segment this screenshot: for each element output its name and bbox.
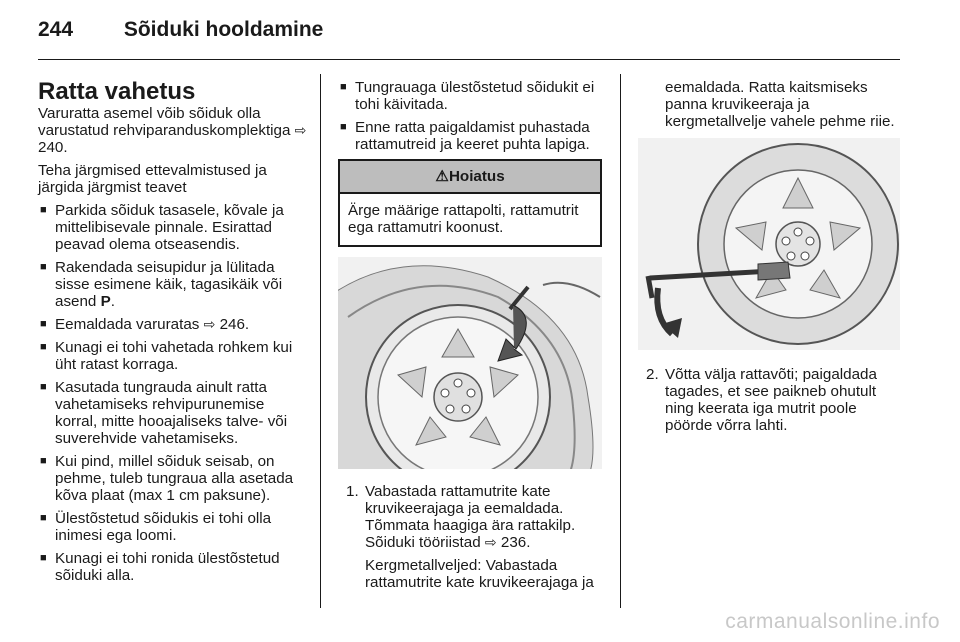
steps-list (338, 483, 602, 591)
column-2 (338, 79, 602, 597)
list-item: ■ Tungrauaga ülestõstetud sõidukit ei tohi käivitada. (338, 79, 602, 113)
list-item: ■ Kasutada tungrauda ainult ratta vahetamiseks rehvipurunemise korral, mitte hooajaliseks talve- või suverehvide vahetamiseks. (38, 379, 310, 447)
page-reference-arrow-icon: ⇨ (484, 534, 497, 550)
list-item: 1. Vabastada rattamutrite kate kruvikeerajaga ja eemaldada. Tõmmata haagiga ära rattakilp. Sõiduki tööriistad ⇨ 236. Kergmetallveljed: Vabastada rattamutrite kate kruvikeerajaga ja (346, 483, 594, 591)
page-reference-arrow-icon: ⇨ (294, 122, 307, 138)
column-3 (638, 79, 900, 434)
intro-paragraph-b: Teha järgmised ettevalmistused ja järgida järgmist teavet (38, 162, 267, 196)
hubcap-removal-figure (338, 257, 602, 469)
list-item: ■ Kui pind, millel sõiduk seisab, on pehme, tuleb tungraua alla asetada kõva plaat (max 1 cm paksune). (38, 453, 310, 504)
page-reference-arrow-icon: ⇨ (203, 316, 216, 332)
warning-triangle-icon: ⚠ (435, 168, 449, 185)
column-divider-1 (320, 74, 321, 608)
warning-text: Ärge määrige rattapolti, rattamutrit ega rattamutri koonust. (348, 202, 579, 236)
intro-reference: 240. (38, 139, 68, 156)
list-item: ■ Ülestõstetud sõidukis ei tohi olla inimesi ega loomi. (38, 510, 310, 544)
intro-paragraph-a: Varuratta asemel võib sõiduk olla varustatud rehviparanduskomplektiga ⇨ 240. (38, 105, 307, 156)
list-item: ■ Kunagi ei tohi ronida ülestõstetud sõiduki alla. (38, 550, 310, 584)
precautions-list-continued (338, 79, 602, 153)
warning-header (340, 161, 600, 194)
watermark: carmanualsonline.info (725, 610, 940, 633)
list-item: ■ Kunagi ei tohi vahetada rohkem kui üht ratast korraga. (38, 339, 310, 373)
list-item: ■ Eemaldada varuratas ⇨ 246. (38, 316, 310, 333)
section-title: Ratta vahetus (38, 78, 196, 105)
steps-list-continued (638, 366, 900, 434)
page-header (38, 18, 323, 42)
warning-box (338, 159, 602, 247)
list-item: ■ Parkida sõiduk tasasele, kõvale ja mittelibisevale pinnale. Esirattad peavad olema otseasendis. (38, 202, 310, 253)
precautions-list (38, 202, 310, 584)
list-item: ■ Enne ratta paigaldamist puhastada rattamutreid ja keeret puhta lapiga. (338, 119, 602, 153)
chapter-title: Sõiduki hooldamine (123, 18, 324, 41)
list-item: ■ Rakendada seisupidur ja lülitada sisse esimene käik, tagasikäik või asend P. (38, 259, 310, 310)
list-item: 2. Võtta välja rattavõti; paigaldada tagades, et see paikneb ohutult ning keerata iga mutrit poole pöörde võrra lahti. (646, 366, 877, 434)
column-divider-2 (620, 74, 621, 608)
column-1 (38, 79, 310, 590)
wheel-wrench-figure (638, 138, 900, 350)
warning-title: Hoiatus (448, 168, 505, 185)
page-number: 244 (38, 18, 74, 41)
hubcap-removal-illustration (338, 257, 602, 469)
continuation-paragraph: eemaldada. Ratta kaitsmiseks panna kruvikeeraja ja kergmetallvelje vahele pehme riie. (665, 79, 895, 130)
wheel-wrench-illustration (638, 138, 900, 350)
header-rule (38, 59, 900, 60)
